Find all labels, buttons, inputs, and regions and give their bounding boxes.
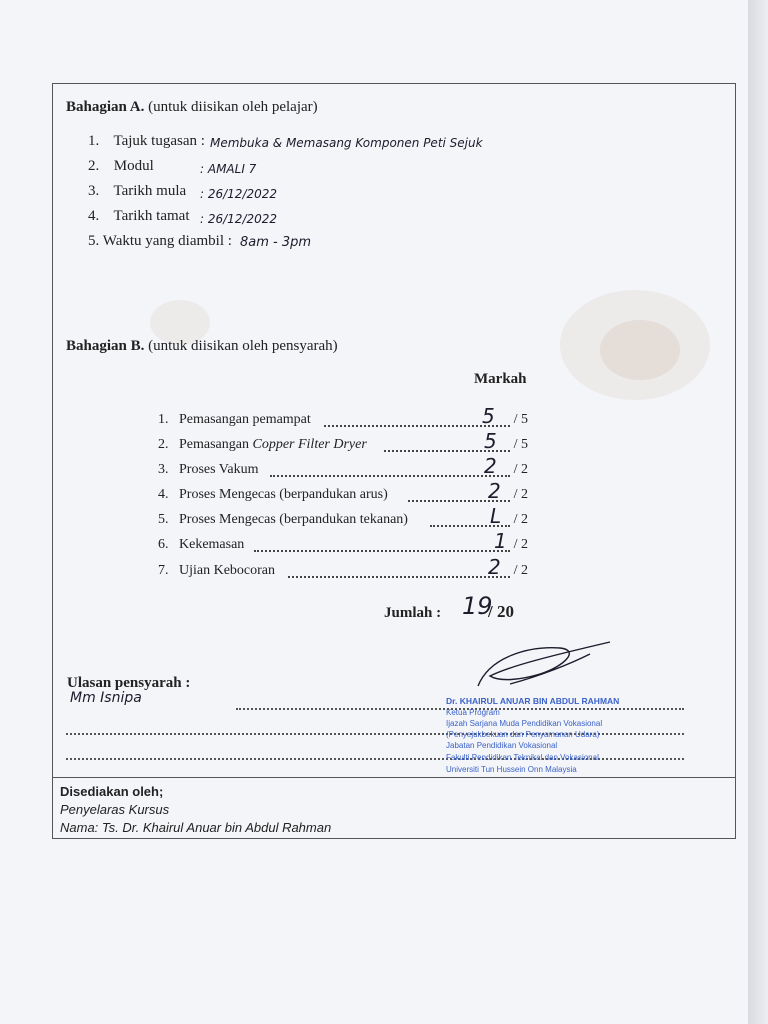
mark-row bbox=[158, 429, 528, 457]
item-number: 1. bbox=[158, 412, 169, 427]
criterion-label-italic: Copper Filter Dryer bbox=[252, 437, 367, 452]
total-max: / 20 bbox=[488, 602, 514, 621]
section-a-heading bbox=[66, 99, 318, 116]
footer-divider bbox=[52, 777, 735, 778]
max-mark: / 2 bbox=[513, 512, 528, 527]
stamp-line: Ketua Program bbox=[446, 708, 500, 717]
criterion-label bbox=[179, 437, 367, 453]
markah-header: Markah bbox=[474, 371, 527, 387]
dot-leader bbox=[254, 550, 510, 552]
stamp-line: Jabatan Pendidikan Vokasional bbox=[446, 741, 558, 750]
max-mark: / 2 bbox=[513, 563, 528, 578]
item-number: 2. bbox=[88, 158, 100, 174]
item-number: 7. bbox=[158, 563, 169, 578]
coordinator-role: Penyelaras Kursus bbox=[60, 802, 170, 817]
stamp-name: Dr. KHAIRUL ANUAR BIN ABDUL RAHMAN bbox=[446, 696, 620, 706]
criterion-label: Kekemasan bbox=[179, 537, 245, 552]
item-number: 6. bbox=[158, 537, 169, 552]
total-score: 19 bbox=[462, 592, 493, 620]
field-waktu bbox=[88, 233, 232, 250]
awarded-mark: 1 bbox=[494, 529, 507, 553]
field-tarikh-mula-value: : 26/12/2022 bbox=[200, 187, 278, 201]
section-a-subtitle: (untuk diisikan oleh pelajar) bbox=[148, 99, 318, 115]
criterion-label: Proses Mengecas (berpandukan tekanan) bbox=[179, 512, 408, 527]
field-label: Modul bbox=[113, 158, 154, 174]
field-tajuk-value: Membuka & Memasang Komponen Peti Sejuk bbox=[210, 136, 483, 150]
awarded-mark: 2 bbox=[488, 555, 501, 579]
criterion-label: Proses Mengecas (berpandukan arus) bbox=[179, 487, 388, 502]
awarded-mark: 2 bbox=[484, 454, 497, 478]
dot-leader bbox=[288, 576, 510, 578]
item-number: 5. bbox=[88, 233, 100, 249]
coordinator-name: Nama: Ts. Dr. Khairul Anuar bin Abdul Rahman bbox=[60, 820, 332, 835]
awarded-mark: 5 bbox=[484, 429, 497, 453]
field-tarikh-tamat-value: : 26/12/2022 bbox=[200, 212, 278, 226]
stamp-line: (Penyejukbekuan dan Penyamanan Udara) bbox=[446, 730, 600, 739]
field-label: Waktu yang diambil : bbox=[102, 233, 232, 249]
dot-leader bbox=[270, 475, 510, 477]
mark-row bbox=[158, 504, 528, 532]
field-tajuk bbox=[88, 133, 205, 150]
criterion-label: Ujian Kebocoran bbox=[179, 563, 276, 578]
awarded-mark: 2 bbox=[488, 479, 501, 503]
field-modul bbox=[88, 158, 154, 175]
max-mark: / 2 bbox=[513, 537, 528, 552]
ulasan-handwritten: Mm Isnipa bbox=[70, 690, 142, 706]
mark-row bbox=[158, 555, 528, 583]
max-mark: / 5 bbox=[513, 437, 528, 452]
item-number: 3. bbox=[88, 183, 100, 199]
section-b-heading bbox=[66, 338, 338, 355]
mark-row bbox=[158, 454, 528, 482]
field-label: Tarikh mula bbox=[113, 183, 187, 199]
field-modul-value: : AMALI 7 bbox=[200, 162, 257, 176]
max-mark: / 2 bbox=[513, 462, 528, 477]
max-mark: / 5 bbox=[513, 412, 528, 427]
mark-row bbox=[158, 404, 528, 432]
item-number: 4. bbox=[88, 208, 100, 224]
field-waktu-value: 8am - 3pm bbox=[240, 235, 312, 250]
stamp-line: Universiti Tun Hussein Onn Malaysia bbox=[446, 765, 577, 774]
item-number: 3. bbox=[158, 462, 169, 477]
section-a-title: Bahagian A. bbox=[66, 99, 145, 115]
total-label: Jumlah : bbox=[384, 605, 442, 621]
field-tarikh-tamat bbox=[88, 208, 190, 225]
section-b-title: Bahagian B. bbox=[66, 338, 145, 354]
field-label: Tajuk tugasan : bbox=[113, 133, 205, 149]
max-mark: / 2 bbox=[513, 487, 528, 502]
item-number: 2. bbox=[158, 437, 169, 452]
item-number: 1. bbox=[88, 133, 100, 149]
criterion-label-text: Pemasangan bbox=[179, 437, 253, 452]
awarded-mark: L bbox=[490, 504, 502, 528]
item-number: 4. bbox=[158, 487, 169, 502]
ulasan-label: Ulasan pensyarah : bbox=[67, 675, 191, 691]
awarded-mark: 5 bbox=[482, 404, 495, 428]
lecturer-signature bbox=[470, 636, 620, 696]
section-b-subtitle: (untuk diisikan oleh pensyarah) bbox=[148, 338, 338, 354]
stamp-line: Fakulti Pendidikan Teknikal dan Vokasional bbox=[446, 753, 599, 762]
field-tarikh-mula bbox=[88, 183, 186, 200]
mark-row bbox=[158, 529, 528, 557]
stamp-line: Ijazah Sarjana Muda Pendidikan Vokasional bbox=[446, 719, 603, 728]
criterion-label: Pemasangan pemampat bbox=[179, 412, 311, 427]
scan-edge bbox=[748, 0, 768, 1024]
criterion-label: Proses Vakum bbox=[179, 462, 259, 477]
mark-row bbox=[158, 479, 528, 507]
prepared-by: Disediakan oleh; bbox=[60, 784, 164, 799]
item-number: 5. bbox=[158, 512, 169, 527]
field-label: Tarikh tamat bbox=[113, 208, 190, 224]
